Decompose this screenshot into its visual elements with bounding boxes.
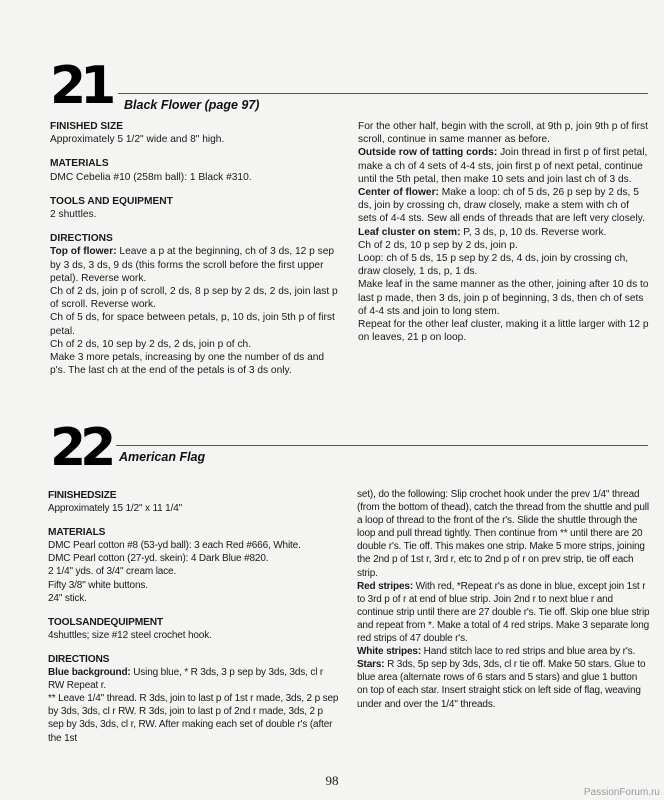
tools-text: 2 shuttles. [50, 209, 97, 221]
materials-item: 2 1/4" yds. of 3/4" cream lace. [48, 566, 177, 578]
stars-label: Stars: [357, 659, 385, 671]
stars-text: R 3ds, 5p sep by 3ds, 3ds, cl r tie off. Make 50 stars. Glue to blue area (alternate rows of 6 stars and 5 stars) and glue 1 button on top of each star. Insert straight stick on left side of flag, weaving under and over the 1/4" threads. [357, 659, 646, 710]
blue-background-label: Blue background: [48, 667, 131, 679]
red-stripes-label: Red stripes: [357, 580, 413, 592]
directions-paragraph: Make leaf in the same manner as the other, joining after 10 ds to last p made, then 3 ds, join p of beginning, 3 ds, then ch of sets of 4-4 sts and join to long stem. [358, 279, 649, 317]
leaf-cluster-label: Leaf cluster on stem: [358, 226, 461, 238]
section-22-number: 22 [50, 418, 111, 478]
directions-paragraph: Ch of 2 ds, 10 sep by 2 ds, 2 ds, join p of ch. [50, 338, 252, 350]
finished-size-text: Approximately 5 1/2" wide and 8" high. [50, 134, 225, 146]
directions-paragraph: ** Leave 1/4" thread. R 3ds, join to last p of 1st r made, 3ds, 2 p sep by 3ds, 3ds, cl r RW. R 3ds, join to last p of 2nd r made, 3ds, 2 p sep by 3ds, 3ds, cl r, RW. After making each set of double r's (after the 1st [48, 693, 339, 744]
tools-text: 4shuttles; size #12 steel crochet hook. [48, 629, 212, 641]
blue-background-text: Using blue, * R 3ds, 3 p sep by 3ds, 3ds, cl r RW Repeat r. [48, 667, 324, 692]
materials-item: 24" stick. [48, 592, 87, 604]
center-of-flower-paragraph [358, 186, 649, 226]
section-21-title: Black Flower (page 97) [124, 98, 260, 112]
page-number: 98 [325, 773, 339, 788]
white-stripes-label: White stripes: [357, 646, 422, 658]
directions-heading: DIRECTIONS [50, 233, 113, 245]
section-22-right-column [357, 488, 650, 711]
top-of-flower-label: Top of flower: [50, 246, 117, 258]
tools-heading: TOOLS AND EQUIPMENT [50, 195, 173, 207]
directions-paragraph: Repeat for the other leaf cluster, making it a little larger with 12 p on leaves, 21 p on loop. [358, 319, 649, 344]
section-22-title: American Flag [119, 450, 206, 464]
directions-paragraph: Ch of 2 ds, 10 p sep by 2 ds, join p. [358, 239, 518, 251]
finished-size-text: Approximately 15 1/2" x 11 1/4" [48, 503, 183, 515]
leaf-cluster-paragraph [358, 226, 649, 239]
outside-row-paragraph [358, 146, 649, 186]
outside-row-text: Join thread in first p of first petal, make a ch of 4 sets of 4-4 sts, join first p of next petal, continue until the 5th petal, then make 10 sets and join last ch of 3 ds. [358, 147, 648, 185]
white-stripes-paragraph [357, 645, 650, 658]
materials-item: Fifty 3/8" white buttons. [48, 579, 148, 591]
tools-heading: TOOLSANDEQUIPMENT [48, 616, 163, 628]
section-22-left-column [48, 489, 340, 745]
top-of-flower-text: Leave a p at the beginning, ch of 3 ds, 12 p sep by 3 ds, 3 ds, 9 ds (this forms the scroll before the first upper petal). Reverse work. [50, 246, 335, 284]
other-half-paragraph: For the other half, begin with the scroll, at 9th p, join 9th p of first scroll, continue in same manner as before. [358, 121, 648, 146]
outside-row-label: Outside row of tatting cords: [358, 147, 498, 159]
directions-heading: DIRECTIONS [48, 653, 110, 665]
section-21-left-column [50, 120, 340, 377]
strip-instructions-paragraph: set), do the following: Slip crochet hook under the prev 1/4" thread (from the bottom of thead), catch the thread from the shuttle and pull a loop of thread to the front of the r's. Slide the shuttle through the loop and pull thread tightly. Then continue from ** until there are 20 double r's. Tie off. This makes one strip. Make 5 more strips, joining the 2nd p of 1st r, 3rd r, etc to 2nd p of r on prev strip, tie off each strip. [357, 489, 649, 579]
directions-paragraph: Ch of 2 ds, join p of scroll, 2 ds, 8 p sep by 2 ds, 2 ds, join last p of scroll. Reverse work. [50, 286, 338, 311]
section-21-number: 21 [50, 56, 111, 116]
finished-size-heading: FINISHEDSIZE [48, 490, 117, 501]
watermark: PassionForum.ru [583, 787, 660, 798]
red-stripes-text: With red, *Repeat r's as done in blue, except join 1st r to 3rd p of r at end of blue strip. Join 2nd r to next blue r and continue strip until there are 27 double r's. Tie off. Skip one blue strip and repeat from *. Make a total of 4 red strips. Make 3 separate long red strips of 47 double r's. [357, 580, 650, 645]
materials-heading: MATERIALS [48, 527, 106, 539]
red-stripes-paragraph [357, 580, 650, 645]
materials-item: DMC Pearl cotton (27-yd. skein): 4 Dark Blue #820. [48, 553, 269, 565]
materials-item: DMC Pearl cotton #8 (53-yd ball): 3 each Red #666, White. [48, 540, 301, 552]
directions-paragraph: Make 3 more petals, increasing by one the number of ds and p's. The last ch at the end of the petals is of 3 ds only. [50, 352, 325, 377]
materials-heading: MATERIALS [50, 158, 109, 170]
stars-paragraph [357, 658, 650, 710]
directions-top-of-flower [50, 245, 340, 285]
finished-size-heading: FINISHED SIZE [50, 121, 124, 132]
white-stripes-text: Hand stitch lace to red strips and blue area by r's. [421, 646, 636, 658]
leaf-cluster-text: P, 3 ds, p, 10 ds. Reverse work. [460, 226, 607, 238]
section-21-right-column [358, 120, 649, 344]
section-22-rule [116, 445, 648, 446]
blue-background-paragraph [48, 666, 340, 692]
section-21-rule [118, 93, 648, 94]
materials-text: DMC Cebelia #10 (258m ball): 1 Black #310. [50, 171, 252, 183]
center-of-flower-label: Center of flower: [358, 187, 439, 199]
center-of-flower-text: Make a loop: ch of 5 ds, 26 p sep by 2 ds, 5 ds, join by crossing ch, draw closely, make a stem with ch of sets of 4-4 sts. Sew all ends of threads that are left very closely. [358, 187, 645, 225]
directions-paragraph: Ch of 5 ds, for space between petals, p, 10 ds, join 5th p of first petal. [50, 312, 335, 337]
directions-paragraph: Loop: ch of 5 ds, 15 p sep by 2 ds, 4 ds, join by crossing ch, draw closely, 1 ds, p, 1 ds. [358, 253, 629, 278]
